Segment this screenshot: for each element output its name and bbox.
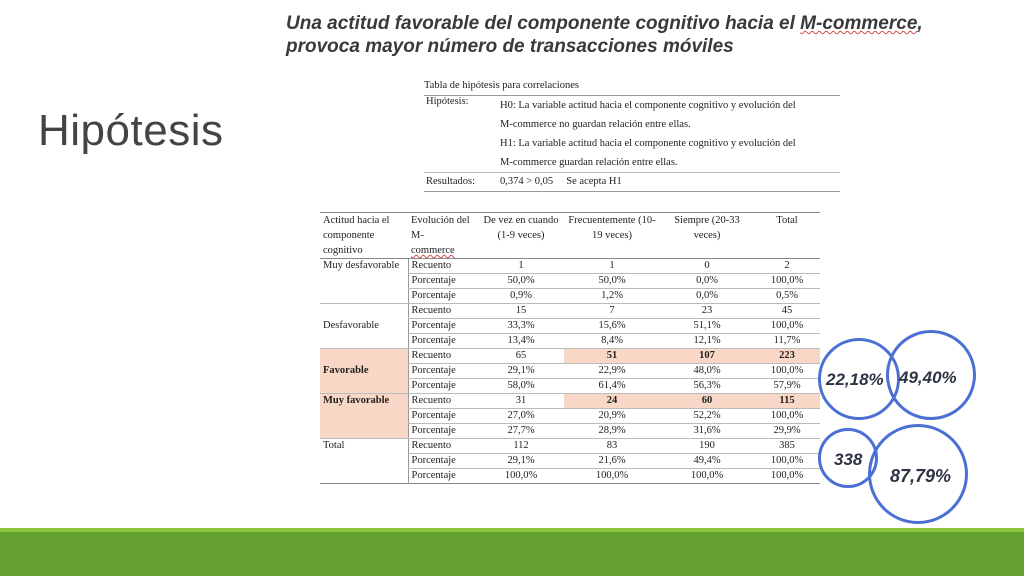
circle-value-always-pct: 49,40% bbox=[899, 368, 957, 387]
results-value: 0,374 > 0,05 Se acepta H1 bbox=[498, 173, 840, 192]
header-evolution: Evolución del M- commerce bbox=[408, 213, 478, 259]
hypothesis-caption: Tabla de hipótesis para correlaciones bbox=[424, 80, 579, 91]
table-row: Muy favorable Recuento 31 24 60 115 bbox=[320, 394, 820, 409]
header-total: Total bbox=[754, 213, 820, 259]
hypothesis-label: Hipótesis: bbox=[424, 96, 498, 173]
header-frequently: Frecuentemente (10-19 veces) bbox=[564, 213, 660, 259]
heading-line-2: provoca mayor número de transacciones móviles bbox=[286, 36, 734, 57]
circle-value-sum-pct: 87,79% bbox=[890, 466, 952, 486]
circle-value-favorable-pct: 22,18% bbox=[826, 370, 884, 389]
table-row: Porcentaje 27,7% 28,9% 31,6% 29,9% bbox=[320, 424, 820, 439]
slide-title: Hipótesis bbox=[38, 106, 224, 155]
table-row: Porcentaje 13,4% 8,4% 12,1% 11,7% bbox=[320, 334, 820, 349]
table-row: Favorable Recuento 65 51 107 223 bbox=[320, 349, 820, 364]
table-row: Porcentaje 100,0% 100,0% 100,0% 100,0% bbox=[320, 469, 820, 484]
header-always: Siempre (20-33 veces) bbox=[660, 213, 754, 259]
table-row: Total Recuento 112 83 190 385 bbox=[320, 439, 820, 454]
results-label: Resultados: bbox=[424, 173, 498, 192]
group-label: Favorable bbox=[320, 349, 408, 394]
table-row: Porcentaje 50,0% 50,0% 0,0% 100,0% bbox=[320, 274, 820, 289]
group-label: Desfavorable bbox=[320, 304, 408, 349]
table-row: Porcentaje 29,1% 22,9% 48,0% 100,0% bbox=[320, 364, 820, 379]
table-row: Desfavorable Recuento 15 7 23 45 bbox=[320, 304, 820, 319]
crosstab-table bbox=[320, 212, 820, 484]
header-attitude: Actitud hacia el componente cognitivo bbox=[320, 213, 408, 259]
table-row: Porcentaje 27,0% 20,9% 52,2% 100,0% bbox=[320, 409, 820, 424]
table-row: Porcentaje 0,9% 1,2% 0,0% 0,5% bbox=[320, 289, 820, 304]
table-row: Muy desfavorable Recuento 1 1 0 2 bbox=[320, 259, 820, 274]
hypothesis-table bbox=[424, 80, 840, 192]
group-label: Muy desfavorable bbox=[320, 259, 408, 304]
slide-heading bbox=[286, 12, 996, 58]
circle-value-count: 338 bbox=[834, 450, 863, 469]
table-row: Porcentaje 58,0% 61,4% 56,3% 57,9% bbox=[320, 379, 820, 394]
group-label: Total bbox=[320, 439, 408, 484]
table-row: Porcentaje 29,1% 21,6% 49,4% 100,0% bbox=[320, 454, 820, 469]
table-row: Porcentaje 33,3% 15,6% 51,1% 100,0% bbox=[320, 319, 820, 334]
header-sometimes: De vez en cuando (1-9 veces) bbox=[478, 213, 564, 259]
group-label: Muy favorable bbox=[320, 394, 408, 439]
footer-bar bbox=[0, 532, 1024, 576]
heading-line-1: Una actitud favorable del componente cognitivo hacia el M-commerce, bbox=[286, 13, 923, 34]
hypothesis-text: H0: La variable actitud hacia el componente cognitivo y evolución del M-commerce no guardan relación entre ellas. H1: La variable actitud hacia el componente cognitivo y evolución del M-commerce guardan relación entre ellas. bbox=[498, 96, 840, 173]
